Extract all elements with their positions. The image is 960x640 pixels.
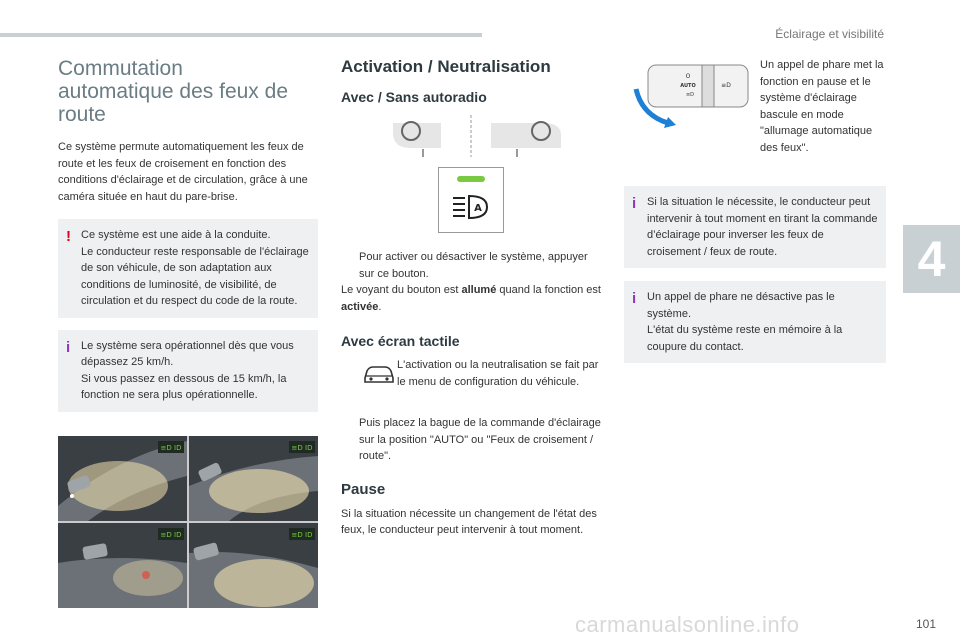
light-stalk-illustration [628, 59, 760, 131]
info-note-override [624, 186, 886, 268]
text-bold: activée [341, 300, 379, 313]
chapter-tab: 4 [903, 225, 960, 293]
watermark: carmanualsonline.info [575, 612, 800, 637]
svg-text:≡D ID: ≡D ID [291, 444, 313, 452]
page-title [58, 57, 318, 126]
flash-text: Un appel de phare met la fonction en pause et le système d'éclairage bascule en mode "allumage automatique des feux". [760, 59, 884, 154]
text-part: . [378, 300, 382, 313]
lamp-status-text [341, 282, 601, 315]
touchscreen-block [341, 357, 601, 405]
title-line: Commutation [58, 57, 183, 80]
info-text: Si la situation le nécessite, le conducteur peut intervenir à tout moment en tirant la commande d’éclairage pour inverser les feux de croisement / feux de route. [647, 196, 878, 258]
info-line: Un appel de phare ne désactive pas le système. [647, 291, 835, 320]
warning-line: Ce système est une aide à la conduite. [81, 229, 271, 241]
column-activation [341, 57, 601, 539]
subheading-pause: Pause [341, 480, 386, 498]
section-title-activation: Activation / Neutralisation [341, 57, 551, 76]
column-pause-info [624, 57, 886, 363]
pause-text: Si la situation nécessite un changement de l'état des feux, le conducteur peut intervenir à tout moment. [341, 507, 597, 536]
subheading-touchscreen: Avec écran tactile [341, 333, 460, 349]
info-line: Le système sera opérationnel dès que vous dépassez 25 km/h. [81, 339, 294, 368]
svg-text:≡D ID: ≡D ID [160, 531, 182, 539]
button-illustration [341, 113, 601, 243]
info-line: L'état du système reste en mémoire à la coupure du contact. [647, 324, 843, 353]
stalk-auto-label: AUTO [680, 83, 696, 89]
info-icon: i [632, 195, 637, 212]
header-rule [0, 33, 482, 37]
step-text: Pour activer ou désactiver le système, appuyer sur ce bouton. [359, 251, 588, 280]
step-press-button [341, 249, 601, 282]
scene-image-4 [189, 523, 318, 608]
step-text: Puis placez la bague de la commande d'éclairage sur la position "AUTO" ou "Feux de croisement / route". [359, 417, 601, 462]
svg-text:≡D: ≡D [721, 82, 731, 89]
step-set-ring [341, 415, 601, 465]
scene-image-2 [189, 436, 318, 521]
green-lamp-indicator [457, 176, 485, 182]
info-note-memory [624, 281, 886, 363]
touchscreen-text: L'activation ou la neutralisation se fait par le menu de configuration du véhicule. [397, 359, 599, 388]
title-line: automatique des feux de [58, 80, 288, 103]
section-header: Éclairage et visibilité [775, 27, 884, 41]
warning-note [58, 219, 318, 318]
svg-text:≡D: ≡D [685, 92, 695, 98]
exclamation-icon: ! [66, 228, 71, 245]
svg-text:≡D ID: ≡D ID [160, 444, 182, 452]
night-scenes-illustration [58, 436, 318, 608]
page-number: 101 [915, 617, 936, 631]
scene-image-1 [58, 436, 187, 521]
high-beam-button-icon [438, 167, 504, 233]
svg-text:O: O [685, 73, 691, 80]
column-high-beam-intro [58, 57, 318, 412]
title-line: route [58, 103, 106, 126]
info-icon: i [66, 338, 71, 356]
text-part: quand la fonction est [496, 284, 601, 296]
subheading-radio: Avec / Sans autoradio [341, 89, 487, 105]
info-note [58, 330, 318, 412]
svg-text:A: A [474, 203, 482, 214]
steering-wheel-icons [391, 113, 571, 159]
intro-text: Ce système permute automatiquement les feux de route et les feux de croisement en fonction des conditions d'éclairage et de circulation, grâce à une caméra située en haut du pare-brise. [58, 141, 308, 203]
car-icon [361, 363, 397, 385]
text-bold: allumé [461, 284, 497, 296]
svg-text:≡D ID: ≡D ID [291, 531, 313, 539]
text-part: Le voyant du bouton est [341, 284, 462, 296]
scene-image-3 [58, 523, 187, 608]
info-line: Si vous passez en dessous de 15 km/h, la fonction ne sera plus opérationnelle. [81, 372, 287, 401]
warning-line: Le conducteur reste responsable de l'éclairage de son véhicule, de son adaptation aux conditions de luminosité, de visibilité, de circulation et du respect du code de la route. [81, 245, 309, 307]
info-icon: i [632, 290, 637, 307]
